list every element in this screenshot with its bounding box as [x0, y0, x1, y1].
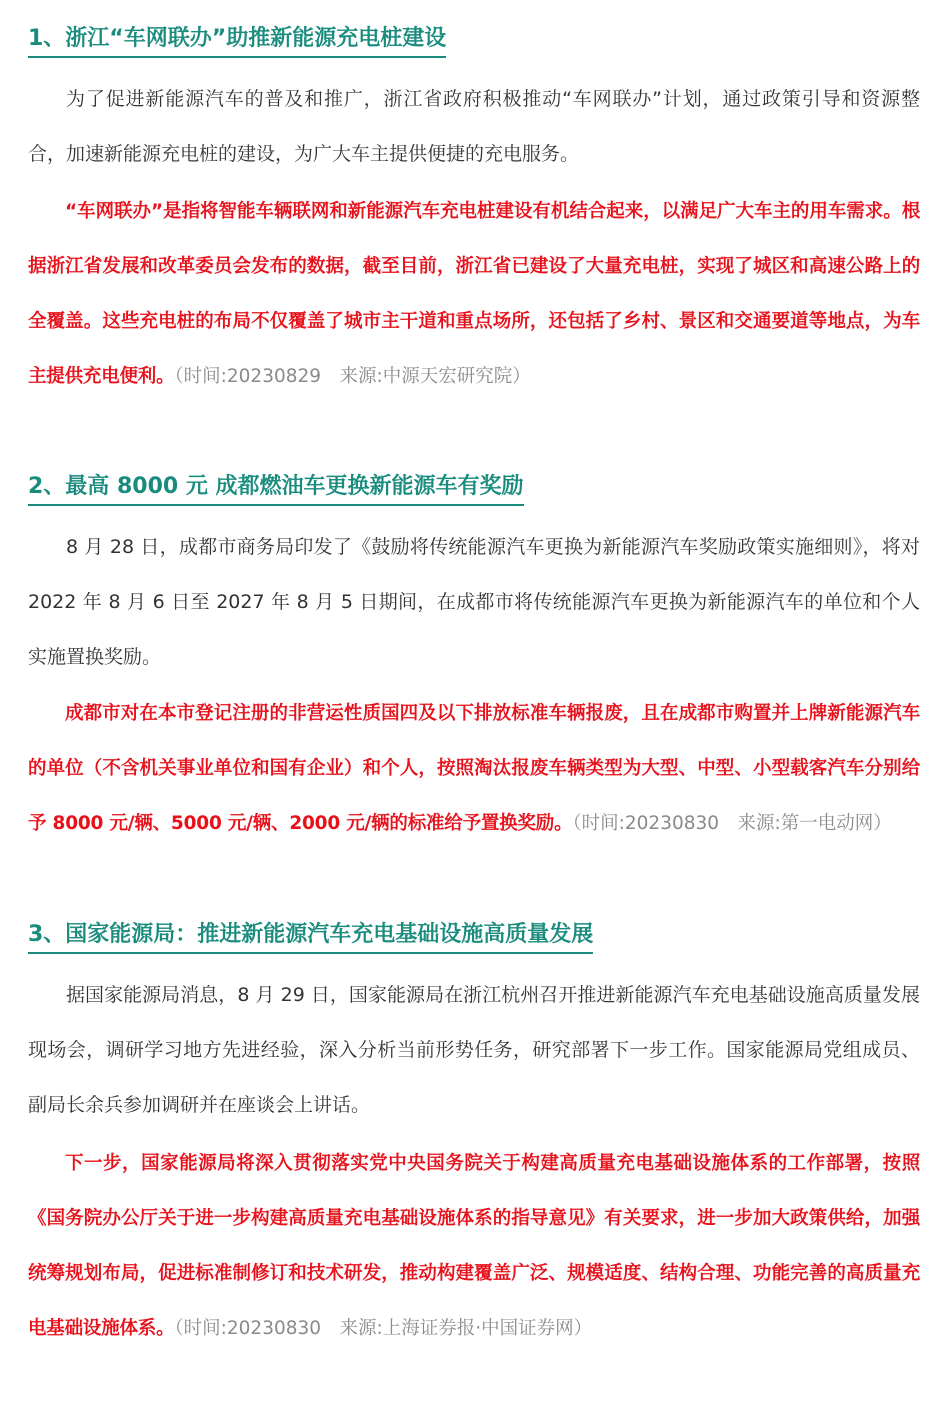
section-1-title: 1、浙江“车网联办”助推新能源充电桩建设: [28, 24, 446, 58]
section-3-source: （时间:20230830 来源:上海证券报·中国证券网）: [174, 1318, 593, 1339]
section-2-underline: [28, 504, 524, 506]
section-2-title: 2、最高 8000 元 成都燃油车更换新能源车有奖励: [28, 472, 524, 506]
section-3-title: 3、国家能源局：推进新能源汽车充电基础设施高质量发展: [28, 920, 593, 954]
section-1-highlight-text: “车网联办”是指将智能车辆联网和新能源汽车充电桩建设有机结合起来，以满足广大车主的用车需求。根据浙江省发展和改革委员会发布的数据，截至目前，浙江省已建设了大量充电桩，实现了城区和高速公路上的全覆盖。这些充电桩的布局不仅覆盖了城市主干道和重点场所，还包括了乡村、景区和交通要道等地点，为车主提供充电便利。: [28, 201, 920, 387]
section-1-underline: [28, 56, 446, 58]
section-3-highlight-text: 下一步，国家能源局将深入贯彻落实党中央国务院关于构建高质量充电基础设施体系的工作部署，按照《国务院办公厅关于进一步构建高质量充电基础设施体系的指导意见》有关要求，进一步加大政策供给，加强统筹规划布局，促进标准制修订和技术研发，推动构建覆盖广泛、规模适度、结构合理、功能完善的高质量充电基础设施体系。: [28, 1153, 920, 1339]
section-2-highlight-text: 成都市对在本市登记注册的非营运性质国四及以下排放标准车辆报废，且在成都市购置并上牌新能源汽车的单位（不含机关事业单位和国有企业）和个人，按照淘汰报废车辆类型为大型、中型、小型载客汽车分别给予 8000 元/辆、5000 元/辆、2000 元/辆的标准给予置换奖励。: [28, 703, 920, 834]
section-2-highlight: [28, 686, 920, 851]
section-1-source: （时间:20230829 来源:中源天宏研究院）: [174, 366, 531, 387]
section-3-highlight: [28, 1136, 920, 1356]
section-1-highlight: [28, 184, 920, 404]
section-3-underline: [28, 952, 593, 954]
section-1-intro: 为了促进新能源汽车的普及和推广，浙江省政府积极推动“车网联办”计划，通过政策引导和资源整合，加速新能源充电桩的建设，为广大车主提供便捷的充电服务。: [28, 88, 920, 165]
section-2-source: （时间:20230830 来源:第一电动网）: [572, 813, 892, 834]
section-3-intro: 据国家能源局消息，8 月 29 日，国家能源局在浙江杭州召开推进新能源汽车充电基础设施高质量发展现场会，调研学习地方先进经验，深入分析当前形势任务，研究部署下一步工作。国家能源局党组成员、副局长余兵参加调研并在座谈会上讲话。: [28, 984, 920, 1116]
section-2-intro: 8 月 28 日，成都市商务局印发了《鼓励将传统能源汽车更换为新能源汽车奖励政策实施细则》，将对 2022 年 8 月 6 日至 2027 年 8 月 5 日期间，在成都市将传统能源汽车更换为新能源汽车的单位和个人实施置换奖励。: [28, 536, 920, 668]
